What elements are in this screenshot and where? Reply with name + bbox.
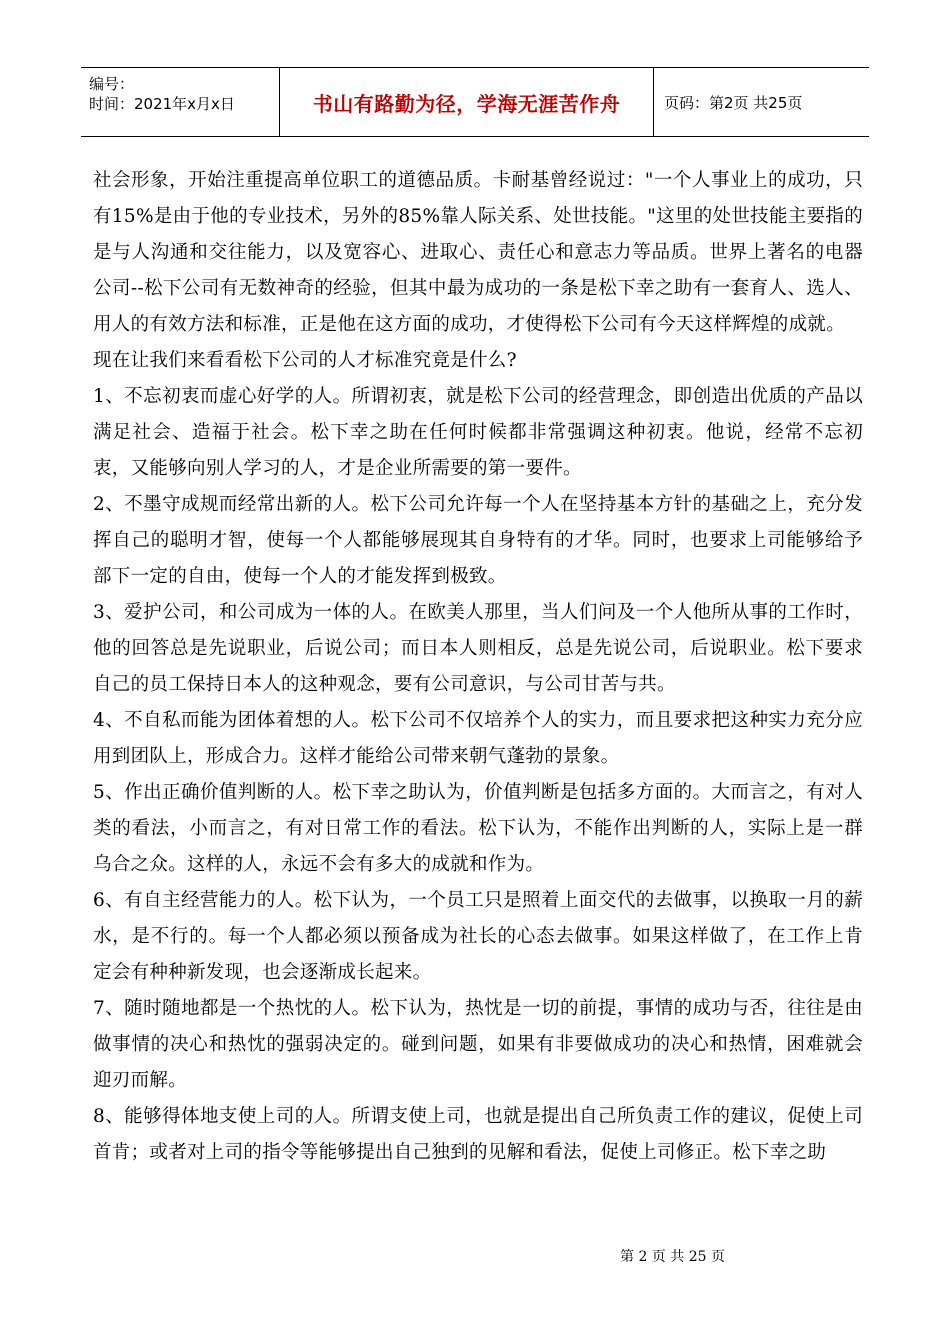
document-header	[81, 67, 869, 137]
body-paragraph-question: 现在让我们来看看松下公司的人才标准究竟是什么?	[93, 350, 517, 371]
list-item-6: 6、有自主经营能力的人。松下认为，一个员工只是照着上面交代的去做事，以换取一月的薪水，是不行的。每一个人都必须以预备成为社长的心态去做事。如果这样做了，在工作上肯定会有种种新发现，也会逐渐成长起来。	[93, 890, 863, 983]
body-paragraph-intro: 社会形象，开始注重提高单位职工的道德品质。卡耐基曾经说过："一个人事业上的成功，只有15%是由于他的专业技术，另外的85%靠人际关系、处世技能。"这里的处世技能主要指的是与人沟通和交往能力，以及宽容心、进取心、责任心和意志力等品质。世界上著名的电器公司--松下公司有无数神奇的经验，但其中最为成功的一条是松下幸之助有一套育人、选人、用人的有效方法和标准，正是他在这方面的成功，才使得松下公司有今天这样辉煌的成就。	[93, 170, 863, 335]
header-motto: 书山有路勤为径，学海无涯苦作舟	[312, 91, 621, 116]
page-footer: 第 2 页 共 25 页	[620, 1249, 725, 1265]
list-item-2: 2、不墨守成规而经常出新的人。松下公司允许每一个人在坚持基本方针的基础之上，充分发挥自己的聪明才智，使每一个人都能够展现其自身特有的才华。同时，也要求上司能够给予部下一定的自由，使每一个人的才能发挥到极致。	[93, 494, 863, 587]
list-item-4: 4、不自私而能为团体着想的人。松下公司不仅培养个人的实力，而且要求把这种实力充分应用到团队上，形成合力。这样才能给公司带来朝气蓬勃的景象。	[93, 710, 863, 767]
header-page-cell	[654, 68, 869, 136]
list-item-7: 7、随时随地都是一个热忱的人。松下认为，热忱是一切的前提，事情的成功与否，往往是由做事情的决心和热忱的强弱决定的。碰到问题，如果有非要做成功的决心和热情，困难就会迎刃而解。	[93, 998, 863, 1091]
header-meta-cell	[81, 68, 280, 136]
document-number-label: 编号：	[89, 75, 135, 93]
document-time-label: 时间：2021年x月x日	[89, 95, 235, 113]
list-item-8: 8、能够得体地支使上司的人。所谓支使上司，也就是提出自己所负责工作的建议，促使上司首肯；或者对上司的指令等能够提出自己独到的见解和看法，促使上司修正。松下幸之助	[93, 1106, 863, 1163]
document-body	[93, 163, 863, 1171]
list-item-5: 5、作出正确价值判断的人。松下幸之助认为，价值判断是包括多方面的。大而言之，有对人类的看法，小而言之，有对日常工作的看法。松下认为，不能作出判断的人，实际上是一群乌合之众。这样的人，永远不会有多大的成就和作为。	[93, 782, 863, 875]
list-item-3: 3、爱护公司，和公司成为一体的人。在欧美人那里，当人们问及一个人他所从事的工作时，他的回答总是先说职业，后说公司；而日本人则相反，总是先说公司，后说职业。松下要求自己的员工保持日本人的这种观念，要有公司意识，与公司甘苦与共。	[93, 602, 863, 695]
header-page-info: 页码：第2页 共25页	[664, 93, 803, 112]
list-item-1: 1、不忘初衷而虚心好学的人。所谓初衷，就是松下公司的经营理念，即创造出优质的产品以满足社会、造福于社会。松下幸之助在任何时候都非常强调这种初衷。他说，经常不忘初衷，又能够向别人学习的人，才是企业所需要的第一要件。	[93, 386, 863, 479]
header-motto-cell	[280, 68, 654, 136]
